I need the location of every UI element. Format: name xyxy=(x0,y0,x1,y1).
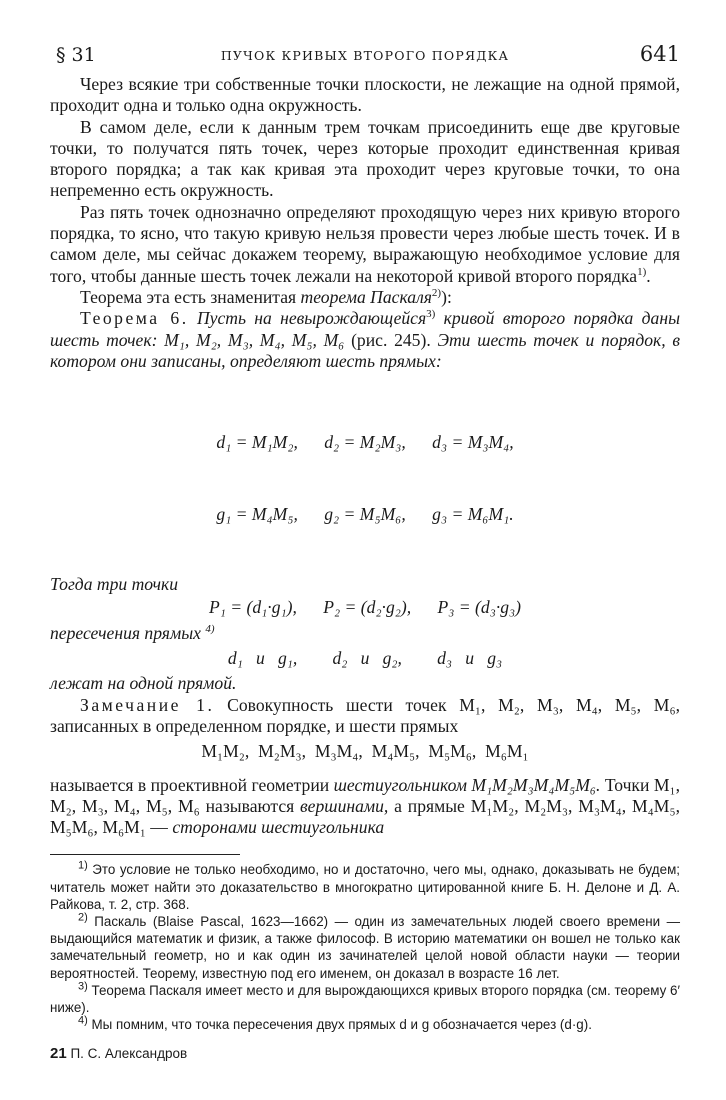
intersection-text: пересечения прямых xyxy=(50,622,201,643)
formula-hexagon-sides: M₁M₂, M₂M₃, M₃M₄, M₄M₅, M₅M₆, M₆M₁ xyxy=(201,741,529,762)
footnote-3-text: Теорема Паскаля имеет место и для вырождающихся кривых второго порядка (см. теорему 6′ ниже). xyxy=(50,982,680,1016)
pascal-theorem-name: теорема Паскаля xyxy=(300,286,432,307)
formula-lines-d: d₁ = M₁M₂, d₂ = M₂M₃, d₃ = M₃M₄, xyxy=(216,432,514,453)
section-number: § 31 xyxy=(56,44,96,66)
footnote-4-mark: 4) xyxy=(78,1014,88,1027)
footnote-ref-3[interactable]: 3) xyxy=(426,308,436,321)
theorem-text-a: Пусть на невырождающейся xyxy=(188,308,427,329)
footnotes xyxy=(50,861,680,1033)
page-number: 641 xyxy=(639,42,680,66)
theorem-6 xyxy=(50,308,680,372)
paragraph-circle: Через всякие три собственные точки плоскости, не лежащие на одной прямой, проходит одна и только одна окружность. xyxy=(50,74,680,116)
pascal-intro-text: Теорема эта есть знаменитая xyxy=(80,286,301,307)
footnote-2-text: Паскаль (Blaise Pascal, 1623—1662) — один из замечательных людей своего времени — выдающийся математик и физик, а также философ. В историю математики он вошел не только как замечательный геометр, но и как один из зачинателей целой новой области науки — теории вероятностей. Теорему, известную под его именем, он доказал в возрасте 16 лет. xyxy=(50,914,680,981)
author-name: П. С. Александров xyxy=(70,1046,188,1062)
paragraph-pascal-intro: Теорема эта есть знаменитая теорема Паскаля$^{2)}$): xyxy=(80,286,452,307)
hexagon-text-3: а прямые M₁M₂, M₂M₃, M₃M₄, M₄M₅, M₅M₆, M₆M₁ — xyxy=(50,795,680,838)
footnote-3-mark: 3) xyxy=(78,980,88,993)
intersection-of-lines xyxy=(50,623,680,644)
remark-text-a: Совокупность шести точек M₁, M₂, M₃, M₄, M₅, M₆, записанных в определенном порядке, и шести прямых xyxy=(50,694,680,736)
footnote-1 xyxy=(50,861,680,913)
main-text xyxy=(50,74,680,838)
theorem-text-b: кривой второго порядка даны шесть точек: M₁, M₂, M₃, M₄, M₅, M₆ xyxy=(50,308,680,350)
paragraph-six-points-text: Раз пять точек однозначно определяют проходящую через них кривую второго порядка, то ясно, что такую кривую нельзя провести через любые шесть точек. И в самом деле, мы сейчас докажем теорему, выражающую необходимое условие для того, чтобы данные шесть точек лежали на некоторой кривой второго порядка xyxy=(50,201,680,286)
figure-reference[interactable]: (рис. 245). xyxy=(351,329,431,350)
footnote-ref-1[interactable]: 1) xyxy=(637,265,647,278)
footnote-ref-2[interactable]: 2) xyxy=(431,287,442,300)
collinear-conclusion: лежат на одной прямой. xyxy=(50,673,237,694)
hexagon-term: шестиугольником M₁M₂M₃M₄M₅M₆. xyxy=(333,774,601,795)
then-three-points: Тогда три точки xyxy=(50,574,179,595)
footnote-2 xyxy=(50,913,680,982)
vertices-term: вершинами, xyxy=(300,795,389,816)
paragraph-six-points: Раз пять точек однозначно определяют проходящую через них кривую второго порядка, то ясно, что такую кривую нельзя провести через любые шесть точек. И в самом деле, мы сейчас докажем теорему, выражающую необходимое условие для того, чтобы данные шесть точек лежали на некоторой кривой второго порядка$^{1)}$. xyxy=(50,201,680,286)
running-header xyxy=(50,38,680,74)
footnote-2-mark: 2) xyxy=(78,911,88,924)
footnote-divider xyxy=(50,854,240,855)
sides-term: сторонами шестиугольника xyxy=(172,817,385,838)
sheet-number: 21 xyxy=(50,1045,67,1063)
book-page xyxy=(50,38,680,1062)
hexagon-text-2: Точки M₁, M₂, M₃, M₄, M₅, M₆ называются xyxy=(50,774,680,816)
formula-line-pairs: d₁ и g₁, d₂ и g₂, d₃ и g₃ xyxy=(227,648,503,669)
footnote-1-text: Это условие не только необходимо, но и достаточно, чего мы, однако, доказывать не будем; читатель может найти это доказательство в многократно цитированной книге Б. Н. Делоне и Д. А. Райкова, т. 2, стр. 368. xyxy=(50,862,680,912)
remark-1 xyxy=(50,695,680,738)
footnote-ref-4[interactable]: 4) xyxy=(205,622,215,635)
printer-signature xyxy=(50,1045,680,1062)
paragraph-proof: В самом деле, если к данным трем точкам присоединить еще две круговые точки, то получатся пять точек, через которые проходит единственная кривая второго порядка; а так как кривая эта проходит через круговые точки, то она непременно есть окружность. xyxy=(50,116,680,201)
formula-lines-g: g₁ = M₄M₅, g₂ = M₅M₆, g₃ = M₆M₁. xyxy=(216,504,514,525)
hexagon-definition xyxy=(50,775,680,839)
formula-points: P₁ = (d₁·g₁), P₂ = (d₂·g₂), P₃ = (d₃·g₃) xyxy=(208,597,521,618)
hexagon-text-1: называется в проективной геометрии xyxy=(50,774,334,795)
footnote-4-text: Мы помним, что точка пересечения двух прямых d и g обозначается через (d·g). xyxy=(87,1017,592,1033)
formula-lines xyxy=(50,382,680,574)
running-title: ПУЧОК КРИВЫХ ВТОРОГО ПОРЯДКА xyxy=(220,48,510,63)
footnote-4 xyxy=(50,1016,680,1033)
footnote-3 xyxy=(50,982,680,1016)
theorem-text-c: Эти шесть точек и порядок, в котором они записаны, определяют шесть прямых: xyxy=(50,329,681,371)
remark-label: Замечание 1. xyxy=(80,694,215,715)
footnote-1-mark: 1) xyxy=(78,859,88,872)
theorem-label: Теорема 6. xyxy=(80,308,189,329)
